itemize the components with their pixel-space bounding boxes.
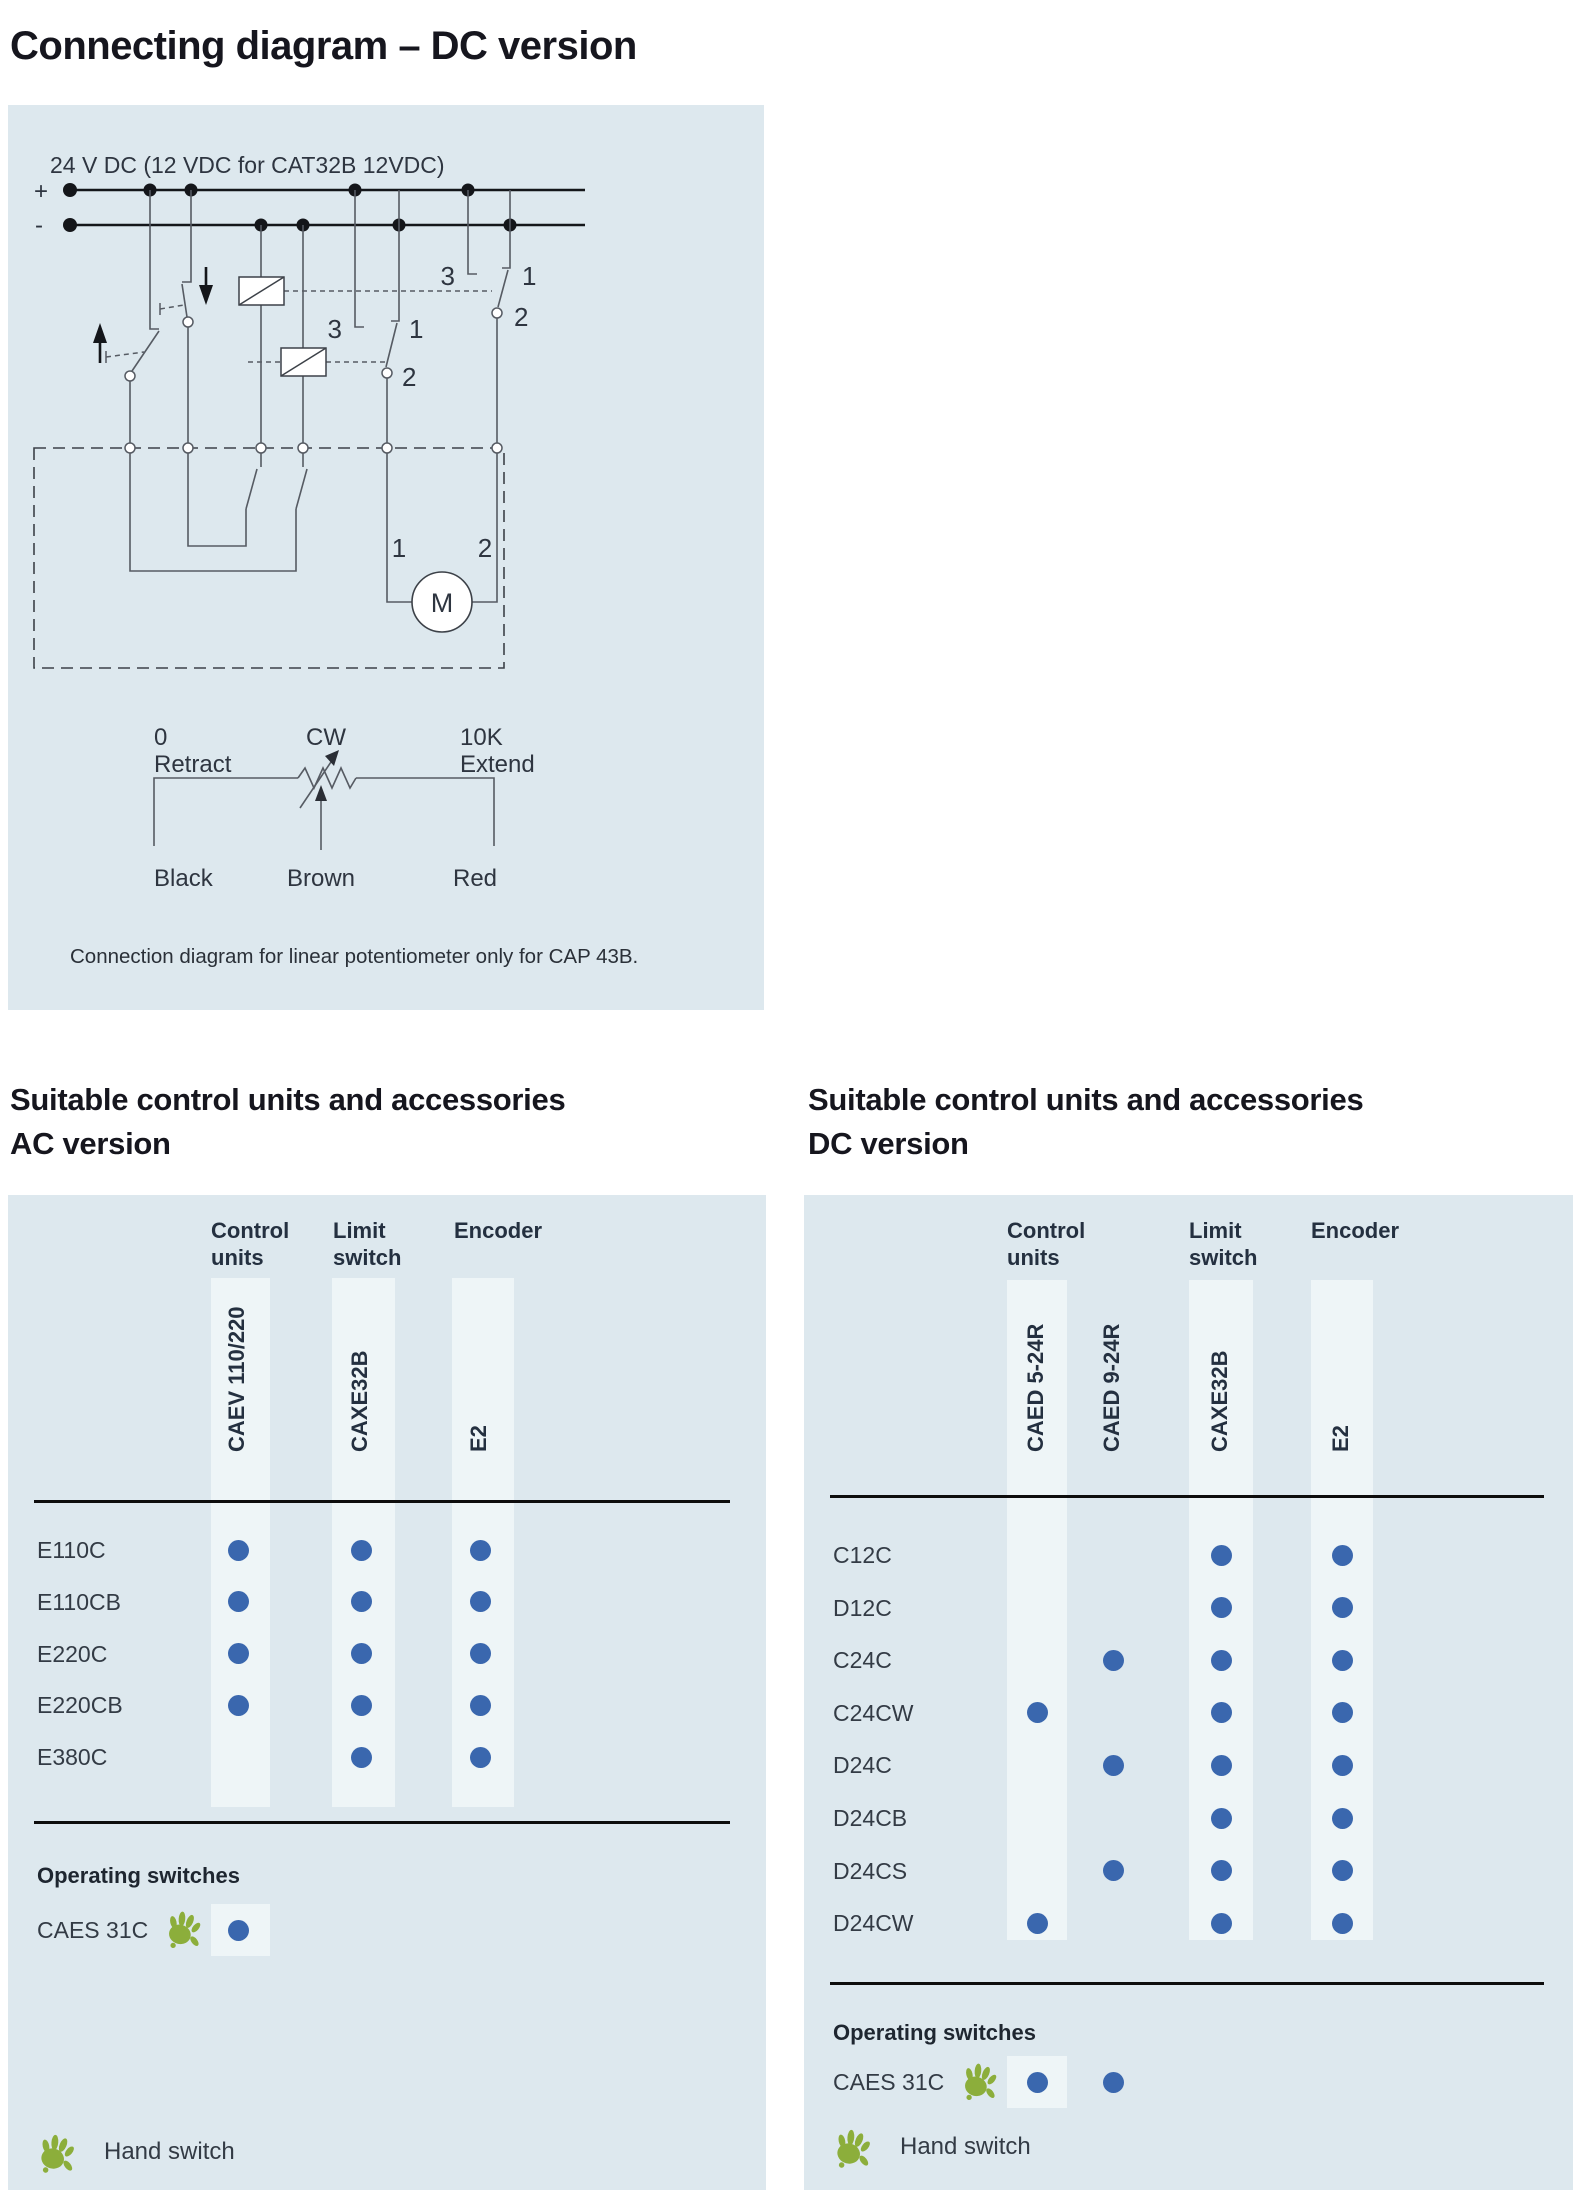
table-rule	[830, 1495, 1544, 1498]
pot-retract-label: Retract	[154, 751, 232, 778]
contact-upper-3: 3	[440, 261, 455, 291]
compatibility-dot	[1332, 1913, 1353, 1934]
compatibility-dot	[228, 1920, 249, 1941]
compatibility-dot	[1211, 1913, 1232, 1934]
compatibility-dot	[470, 1540, 491, 1561]
operating-switches-heading: Operating switches	[37, 1863, 240, 1888]
potentiometer-adjust-arrowhead	[325, 750, 339, 766]
compatibility-dot	[470, 1643, 491, 1664]
compatibility-dot	[1332, 1860, 1353, 1881]
contact-upper-2: 2	[514, 302, 529, 332]
compatibility-dot	[351, 1643, 372, 1664]
contact-upper-1: 1	[522, 261, 537, 291]
ac-table-panel	[8, 1195, 766, 2190]
motor-terminal-2: 2	[477, 533, 493, 563]
terminal-circles	[125, 308, 502, 453]
contact-lower-3: 3	[327, 314, 342, 344]
column-label: E2	[1328, 1425, 1353, 1452]
column-label: CAED 9-24R	[1099, 1323, 1124, 1452]
row-label: D24CS	[833, 1857, 908, 1884]
column-label: E2	[466, 1425, 491, 1452]
compatibility-dot	[1332, 1597, 1353, 1618]
row-label: E220CB	[37, 1692, 123, 1719]
compatibility-dot	[351, 1695, 372, 1716]
hand-switch-icon	[828, 2123, 880, 2175]
hand-switch-icon	[956, 2057, 1006, 2107]
hand-switch-icon	[956, 2057, 1006, 2107]
table-rule	[34, 1821, 730, 1824]
compatibility-dot	[228, 1591, 249, 1612]
row-label: D24CW	[833, 1910, 914, 1937]
relay-coils	[239, 277, 326, 376]
column-label: CAEV 110/220	[224, 1306, 249, 1452]
hand-switch-icon	[160, 1905, 210, 1955]
compatibility-dot	[1211, 1860, 1232, 1881]
compatibility-dot	[1211, 1597, 1232, 1618]
compatibility-dot	[1211, 1702, 1232, 1723]
compatibility-dot	[1103, 2072, 1124, 2093]
compatibility-dot	[1211, 1650, 1232, 1671]
column-group-header: Encoder	[454, 1218, 543, 1243]
compatibility-dot	[1027, 1913, 1048, 1934]
row-label: E110CB	[37, 1588, 121, 1615]
hand-switch-icon	[828, 2123, 880, 2175]
table-rule	[830, 1982, 1544, 1985]
hand-switch-icon	[32, 2128, 84, 2180]
compatibility-dot	[1332, 1545, 1353, 1566]
hand-switch-icon	[160, 1905, 210, 1955]
row-label: C24C	[833, 1647, 892, 1674]
dc-section-title-line2: DC version	[808, 1126, 969, 1161]
compatibility-dot	[1332, 1808, 1353, 1829]
pot-max-label: 10K	[460, 724, 503, 751]
dc-section-title-line1: Suitable control units and accessories	[808, 1082, 1364, 1117]
pot-cw-label: CW	[306, 724, 346, 751]
column-label: CAXE32B	[1207, 1350, 1232, 1452]
compatibility-dot	[470, 1747, 491, 1768]
hand-switch-icon	[32, 2128, 84, 2180]
actuator-enclosure	[34, 448, 504, 668]
diagram-caption: Connection diagram for linear potentiometer only for CAP 43B.	[70, 945, 639, 968]
ac-section-title-line1: Suitable control units and accessories	[10, 1082, 566, 1117]
wiper-arrowhead	[315, 785, 327, 801]
page-title: Connecting diagram – DC version	[10, 24, 637, 68]
motor-label: M	[430, 588, 454, 618]
compatibility-dot	[470, 1695, 491, 1716]
column-group-header: Limit switch	[1189, 1218, 1258, 1270]
circuit-diagram	[8, 105, 764, 1010]
pot-zero-label: 0	[154, 724, 168, 751]
row-label: E220C	[37, 1640, 108, 1667]
compatibility-dot	[1332, 1702, 1353, 1723]
compatibility-dot	[1332, 1755, 1353, 1776]
compatibility-dot	[470, 1591, 491, 1612]
compatibility-dot	[228, 1540, 249, 1561]
ac-section-title-line2: AC version	[10, 1126, 171, 1161]
hand-switch-legend-label: Hand switch	[900, 2133, 1031, 2160]
contact-lower-1: 1	[409, 314, 424, 344]
compatibility-dot	[228, 1643, 249, 1664]
compatibility-dot	[351, 1540, 372, 1561]
hand-switch-legend-label: Hand switch	[104, 2138, 235, 2165]
contact-lower-2: 2	[402, 362, 417, 392]
row-label: C12C	[833, 1542, 892, 1568]
operating-switches-heading: Operating switches	[833, 2020, 1036, 2045]
compatibility-dot	[228, 1695, 249, 1716]
pot-extend-label: Extend	[460, 751, 535, 778]
minus-rail-label: -	[35, 212, 43, 239]
column-group-header: Encoder	[1311, 1218, 1400, 1243]
dc-section-title	[808, 1078, 1363, 1166]
compatibility-dot	[1211, 1808, 1232, 1829]
operating-row-label: CAES 31C	[37, 1917, 149, 1943]
connecting-diagram-panel	[8, 105, 764, 1010]
compatibility-dot	[351, 1747, 372, 1768]
column-group-header: Control units	[211, 1218, 290, 1270]
compatibility-dot	[1103, 1755, 1124, 1776]
column-group-header: Limit switch	[333, 1218, 402, 1270]
compatibility-dot	[351, 1591, 372, 1612]
compatibility-dot	[1211, 1545, 1232, 1566]
compatibility-dot	[1103, 1650, 1124, 1671]
table-rule	[34, 1500, 730, 1503]
row-label: E380C	[37, 1744, 108, 1771]
wire-red-label: Red	[452, 865, 498, 892]
wire-black-label: Black	[154, 865, 213, 892]
operating-row-label: CAES 31C	[833, 2069, 945, 2095]
ac-section-title	[10, 1078, 565, 1166]
motor-terminal-1: 1	[391, 533, 407, 563]
row-label: E110C	[37, 1537, 106, 1563]
plus-rail-label: +	[34, 178, 49, 205]
row-label: C24CW	[833, 1699, 914, 1726]
compatibility-dot	[1103, 1860, 1124, 1881]
row-label: D24C	[833, 1752, 892, 1779]
diagram-labels	[34, 152, 638, 968]
row-label: D24CB	[833, 1805, 908, 1831]
supply-label: 24 V DC (12 VDC for CAT32B 12VDC)	[50, 152, 445, 178]
compatibility-dot	[1332, 1650, 1353, 1671]
column-label: CAED 5-24R	[1023, 1323, 1048, 1452]
column-group-header: Control units	[1007, 1218, 1086, 1270]
compatibility-dot	[1027, 1702, 1048, 1723]
dc-table-panel	[804, 1195, 1573, 2190]
wire-brown-label: Brown	[286, 865, 356, 892]
column-label: CAXE32B	[347, 1350, 372, 1452]
row-label: D12C	[833, 1594, 892, 1621]
compatibility-dot	[1027, 2072, 1048, 2093]
compatibility-dot	[1211, 1755, 1232, 1776]
